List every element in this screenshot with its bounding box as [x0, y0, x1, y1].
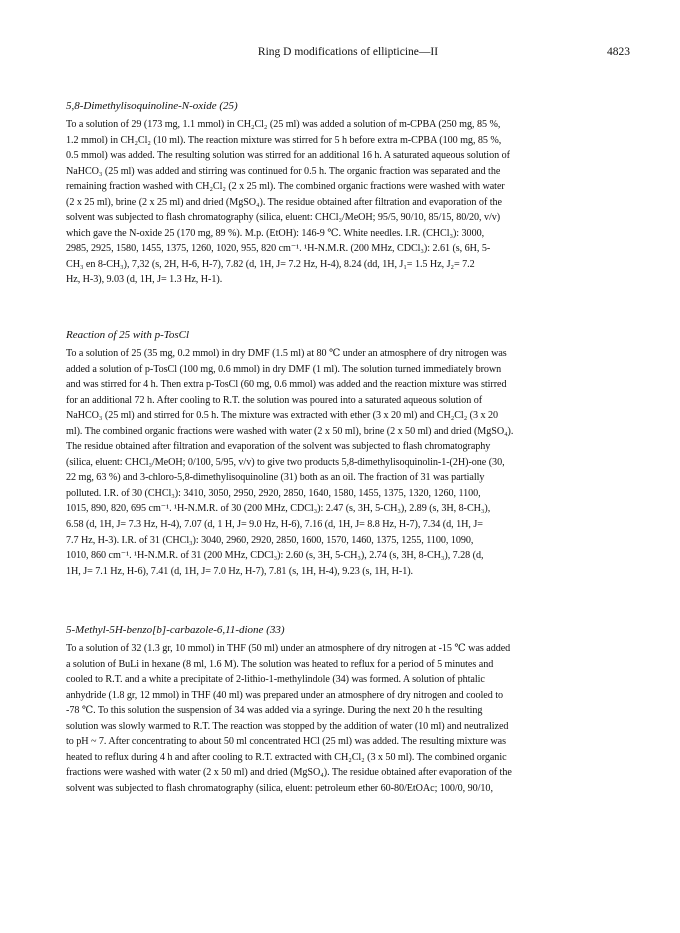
text-line: cooled to R.T. and a white a precipitate of 2-lithio-1-methylindole (34) was formed. A solution of phtalic: [66, 674, 485, 686]
text-line: NaHCO₃ (25 ml) and stirred for 0.5 h. The mixture was extracted with ether (3 x 20 ml) and CH₂Cl₂ (3 x 20: [66, 410, 498, 422]
text-line: fractions were washed with water (2 x 50 ml) and dried (MgSO₄). The residue obtained after evaporation of the: [66, 767, 512, 779]
text-line: 6.58 (d, 1H, J= 7.3 Hz, H-4), 7.07 (d, 1 H, J= 9.0 Hz, H-6), 7.16 (d, 1H, J= 8.8 Hz, H-7), 7.34 (d, 1H, J=: [66, 519, 483, 531]
section-body: [66, 346, 630, 579]
text-line: heated to reflux during 4 h and after cooling to R.T. extracted with CH₂Cl₂ (3 x 50 ml). The combined organic: [66, 751, 507, 763]
text-line: To a solution of 32 (1.3 gr, 10 mmol) in THF (50 ml) under an atmosphere of dry nitrogen at -15 ℃ was added: [66, 643, 511, 654]
text-line: To a solution of 25 (35 mg, 0.2 mmol) in dry DMF (1.5 ml) at 80 ℃ under an atmosphere of dry nitrogen was: [66, 348, 507, 359]
text-line: solution was slowly warmed to R.T. The reaction was stopped by the addition of water (10 ml) and neutralized: [66, 720, 509, 732]
page-number: 4823: [607, 46, 630, 58]
text-line: 1H, J= 7.1 Hz, H-6), 7.41 (d, 1H, J= 7.0 Hz, H-7), 7.81 (s, 1H, H-4), 9.23 (s, 1H, H-1).: [66, 565, 414, 577]
text-line: solvent was subjected to flash chromatography (silica, eluent: petroleum ether 60-80/EtOAc; 100/0, 90/10,: [66, 782, 493, 794]
section-body: [66, 117, 630, 288]
section-body: [66, 641, 630, 796]
text-line: for an additional 72 h. After cooling to R.T. the solution was poured into a saturated aqueous solution of: [66, 394, 483, 406]
text-line: CH₃ en 8-CH₃), 7,32 (s, 2H, H-6, H-7), 7.82 (d, 1H, J= 7.2 Hz, H-4), 8.24 (dd, 1H, J₁= 1.5 Hz, J₂= 7.2: [66, 258, 475, 270]
text-line: and was stirred for 4 h. Then extra p-TosCl (60 mg, 0.6 mmol) was added and the reaction mixture was stirred: [66, 379, 507, 391]
section-heading: Reaction of 25 with p-TosCl: [66, 329, 190, 341]
text-line: remaining fraction washed with CH₂Cl₂ (2 x 25 ml). The combined organic fractions were washed with water: [66, 181, 505, 193]
text-line: Hz, H-3), 9.03 (d, 1H, J= 1.3 Hz, H-1).: [66, 274, 223, 286]
section-heading: 5-Methyl-5H-benzo[b]-carbazole-6,11-dione (33): [66, 624, 285, 636]
section-benzocarbazole-dione-33: [66, 623, 630, 796]
text-line: polluted. I.R. of 30 (CHCl₃): 3410, 3050, 2950, 2920, 2850, 1640, 1580, 1455, 1375, 1320, 1260, 1100,: [66, 487, 481, 499]
section-heading: 5,8-Dimethylisoquinoline-N-oxide (25): [66, 100, 238, 112]
text-line: 22 mg, 63 %) and 3-chloro-5,8-dimethylisoquinoline (31) both as an oil. The fraction of 31 was partially: [66, 472, 485, 484]
text-line: ml). The combined organic fractions were washed with water (2 x 50 ml), brine (2 x 50 ml) and dried (MgSO₄).: [66, 425, 514, 437]
running-header: [66, 46, 630, 62]
text-line: which gave the N-oxide 25 (170 mg, 89 %). M.p. (EtOH): 146-9 ℃. White needles. I.R. (CHCl₃): 3000,: [66, 227, 485, 239]
text-line: 1015, 890, 820, 695 cm⁻¹. ¹H-N.M.R. of 30 (200 MHz, CDCl₃): 2.47 (s, 3H, 5-CH₃), 2.89 (s, 3H, 8-CH₃),: [66, 503, 491, 515]
running-title: Ring D modifications of ellipticine—II: [257, 46, 439, 58]
text-line: 7.7 Hz, H-3). I.R. of 31 (CHCl₃): 3040, 2960, 2920, 2850, 1600, 1570, 1460, 1375, 1255, 1100, 1090,: [66, 534, 474, 546]
section-reaction-25-p-toscl: [66, 328, 630, 579]
text-line: NaHCO₃ (25 ml) was added and stirring was continued for 0.5 h. The organic fraction was separated and the: [66, 165, 501, 177]
text-line: 1.2 mmol) in CH₂Cl₂ (10 ml). The reaction mixture was stirred for 5 h before extra m-CPBA (100 mg, 85 %,: [66, 134, 502, 146]
text-line: anhydride (1.8 gr, 12 mmol) in THF (40 ml) was prepared under an atmosphere of dry nitrogen and cooled to: [66, 689, 504, 701]
text-line: a solution of BuLi in hexane (8 ml, 1.6 M). The solution was heated to reflux for a period of 5 minutes and: [66, 658, 494, 670]
text-line: To a solution of 29 (173 mg, 1.1 mmol) in CH₂Cl₂ (25 ml) was added a solution of m-CPBA (250 mg, 85 %,: [66, 119, 501, 130]
text-line: -78 ℃. To this solution the suspension of 34 was added via a syringe. During the next 20 h the resulting: [66, 705, 483, 717]
text-line: (2 x 25 ml), brine (2 x 25 ml) and dried (MgSO₄). The residue obtained after filtration and evaporation of the: [66, 196, 502, 208]
text-line: to pH ~ 7. After concentrating to about 50 ml concentrated HCl (25 ml) was added. The resulting mixture was: [66, 736, 506, 748]
text-line: added a solution of p-TosCl (100 mg, 0.6 mmol) in dry DMF (1 ml). The solution turned immediately brown: [66, 363, 502, 375]
text-line: 0.5 mmol) was added. The resulting solution was stirred for an additional 16 h. A saturated aqueous solution of: [66, 150, 510, 162]
text-line: 1010, 860 cm⁻¹. ¹H-N.M.R. of 31 (200 MHz, CDCl₃): 2.60 (s, 3H, 5-CH₃), 2.74 (s, 3H, 8-CH₃), 7.28 (d,: [66, 550, 484, 562]
text-line: (silica, eluent: CHCl₃/MeOH; 0/100, 5/95, v/v) to give two products 5,8-dimethylisoquinolin-1-(2H)-one (30,: [66, 456, 505, 468]
text-line: 2985, 2925, 1580, 1455, 1375, 1260, 1020, 955, 820 cm⁻¹. ¹H-N.M.R. (200 MHz, CDCl₃): 2.61 (s, 6H, 5-: [66, 243, 491, 255]
text-line: solvent was subjected to flash chromatography (silica, eluent: CHCl₃/MeOH; 95/5, 90/10, 85/15, 80/20, v/v): [66, 212, 501, 224]
section-n-oxide-25: [66, 99, 630, 288]
text-line: The residue obtained after filtration and evaporation of the solvent was subjected to flash chromatography: [66, 441, 491, 453]
